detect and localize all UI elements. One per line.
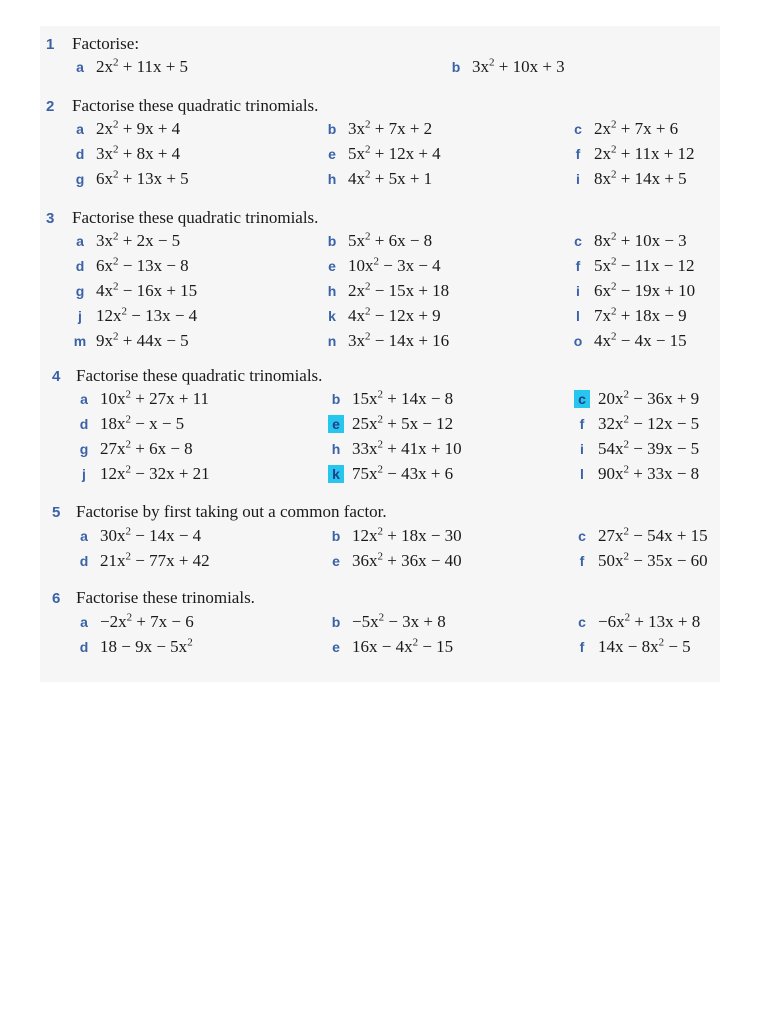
part-expression: $36x^2 + 36x - 40$: [352, 550, 462, 570]
part-label: i: [580, 441, 584, 457]
question-text: Factorise by first taking out a common factor.: [76, 502, 387, 521]
part-expression: $30x^2 - 14x - 4$: [100, 525, 202, 545]
part-expression: $12x^2 - 13x - 4$: [96, 305, 198, 325]
part-label: c: [574, 233, 582, 249]
part-expression: $5x^2 + 6x - 8$: [348, 230, 433, 250]
question-number: 1: [46, 36, 55, 53]
part-label: e: [328, 146, 336, 162]
part-expression: $3x^2 + 7x + 2$: [348, 118, 433, 138]
part-expression: $2x^2 + 7x + 6$: [594, 118, 679, 138]
part-expression: $8x^2 + 14x + 5$: [594, 168, 687, 188]
part-expression: $10x^2 - 3x - 4$: [348, 255, 441, 275]
part-expression: $3x^2 + 10x + 3$: [472, 56, 565, 76]
question-number: 3: [46, 210, 55, 227]
part-expression: $18x^2 - x - 5$: [100, 413, 185, 433]
part-label: a: [76, 233, 84, 249]
part-expression: $6x^2 - 13x - 8$: [96, 255, 189, 275]
part-expression: $32x^2 - 12x - 5$: [598, 413, 700, 433]
part-expression: $6x^2 + 13x + 5$: [96, 168, 189, 188]
highlighted-part-label: e: [328, 415, 344, 433]
part-label: h: [327, 171, 337, 187]
part-label: d: [79, 416, 89, 432]
highlighted-part-label: k: [328, 465, 344, 483]
part-expression: $4x^2 - 12x + 9$: [348, 305, 441, 325]
part-label: m: [73, 333, 87, 349]
part-label: g: [75, 171, 85, 187]
part-expression: $5x^2 - 11x - 12$: [594, 255, 695, 275]
part-expression: $4x^2 - 16x + 15$: [96, 280, 198, 300]
part-expression: $2x^2 + 11x + 12$: [594, 143, 695, 163]
question-number: 2: [46, 98, 55, 115]
part-label: h: [327, 283, 337, 299]
part-label: e: [332, 553, 340, 569]
part-expression: $50x^2 - 35x - 60$: [598, 550, 708, 570]
part-label: n: [327, 333, 337, 349]
part-expression: $4x^2 - 4x - 15$: [594, 330, 687, 350]
part-expression: $18 - 9x - 5x^2$: [100, 636, 193, 656]
part-label: f: [575, 146, 581, 162]
part-label: c: [574, 121, 582, 137]
question-text: Factorise:: [72, 34, 140, 53]
part-label: c: [578, 528, 586, 544]
part-expression: $15x^2 + 14x - 8$: [352, 388, 454, 408]
part-expression: $3x^2 - 14x + 16$: [348, 330, 450, 350]
part-label: k: [328, 308, 336, 324]
part-label: e: [328, 258, 336, 274]
part-label: b: [327, 121, 337, 137]
part-label: d: [79, 553, 89, 569]
part-label: d: [79, 639, 89, 655]
question-text: Factorise these quadratic trinomials.: [72, 96, 319, 115]
part-label: d: [75, 258, 85, 274]
question-text: Factorise these quadratic trinomials.: [76, 366, 323, 385]
part-label: h: [331, 441, 341, 457]
part-label: f: [579, 639, 585, 655]
part-label: i: [576, 283, 580, 299]
part-expression: $7x^2 + 18x - 9$: [594, 305, 687, 325]
question-number: 4: [52, 368, 61, 385]
part-expression: $20x^2 - 36x + 9$: [598, 388, 700, 408]
part-expression: $2x^2 - 15x + 18$: [348, 280, 450, 300]
question-text: Factorise these trinomials.: [76, 588, 255, 607]
part-expression: $-5x^2 - 3x + 8$: [352, 611, 446, 631]
part-label: f: [579, 553, 585, 569]
part-label: o: [573, 333, 583, 349]
part-expression: $27x^2 + 6x - 8$: [100, 438, 193, 458]
part-expression: $3x^2 + 2x - 5$: [96, 230, 181, 250]
part-expression: $5x^2 + 12x + 4$: [348, 143, 441, 163]
part-label: a: [80, 391, 88, 407]
question-text: Factorise these quadratic trinomials.: [72, 208, 319, 227]
part-label: b: [451, 59, 461, 75]
part-label: f: [575, 258, 581, 274]
question-number: 6: [52, 590, 61, 607]
part-expression: $3x^2 + 8x + 4$: [96, 143, 181, 163]
part-label: c: [578, 614, 586, 630]
part-label: j: [78, 308, 82, 324]
part-expression: $14x - 8x^2 - 5$: [598, 636, 691, 656]
part-label: b: [331, 614, 341, 630]
part-label: g: [75, 283, 85, 299]
part-expression: $12x^2 + 18x - 30$: [352, 525, 462, 545]
exercise-sheet: [40, 26, 720, 682]
part-label: a: [76, 59, 84, 75]
part-expression: $25x^2 + 5x - 12$: [352, 413, 454, 433]
part-expression: $-6x^2 + 13x + 8$: [598, 611, 701, 631]
part-expression: $16x - 4x^2 - 15$: [352, 636, 454, 656]
part-label: a: [80, 614, 88, 630]
part-expression: $8x^2 + 10x - 3$: [594, 230, 687, 250]
part-label: b: [331, 391, 341, 407]
part-label: l: [580, 466, 584, 482]
part-expression: $27x^2 - 54x + 15$: [598, 525, 708, 545]
part-expression: $4x^2 + 5x + 1$: [348, 168, 433, 188]
part-label: a: [76, 121, 84, 137]
part-expression: $54x^2 - 39x - 5$: [598, 438, 700, 458]
part-expression: $2x^2 + 11x + 5$: [96, 56, 189, 76]
part-expression: $75x^2 - 43x + 6$: [352, 463, 454, 483]
part-expression: $33x^2 + 41x + 10$: [352, 438, 462, 458]
part-label: f: [579, 416, 585, 432]
part-label: j: [82, 466, 86, 482]
part-label: b: [327, 233, 337, 249]
part-label: b: [331, 528, 341, 544]
part-expression: $-2x^2 + 7x - 6$: [100, 611, 194, 631]
part-label: i: [576, 171, 580, 187]
part-expression: $6x^2 - 19x + 10$: [594, 280, 696, 300]
part-expression: $90x^2 + 33x - 8$: [598, 463, 700, 483]
part-label: d: [75, 146, 85, 162]
part-label: a: [80, 528, 88, 544]
part-expression: $10x^2 + 27x + 11$: [100, 388, 210, 408]
part-expression: $12x^2 - 32x + 21$: [100, 463, 210, 483]
part-label: e: [332, 639, 340, 655]
part-expression: $21x^2 - 77x + 42$: [100, 550, 210, 570]
part-expression: $9x^2 + 44x - 5$: [96, 330, 189, 350]
part-label: l: [576, 308, 580, 324]
part-expression: $2x^2 + 9x + 4$: [96, 118, 181, 138]
highlighted-part-label: c: [574, 390, 590, 408]
part-label: g: [79, 441, 89, 457]
question-number: 5: [52, 504, 61, 521]
